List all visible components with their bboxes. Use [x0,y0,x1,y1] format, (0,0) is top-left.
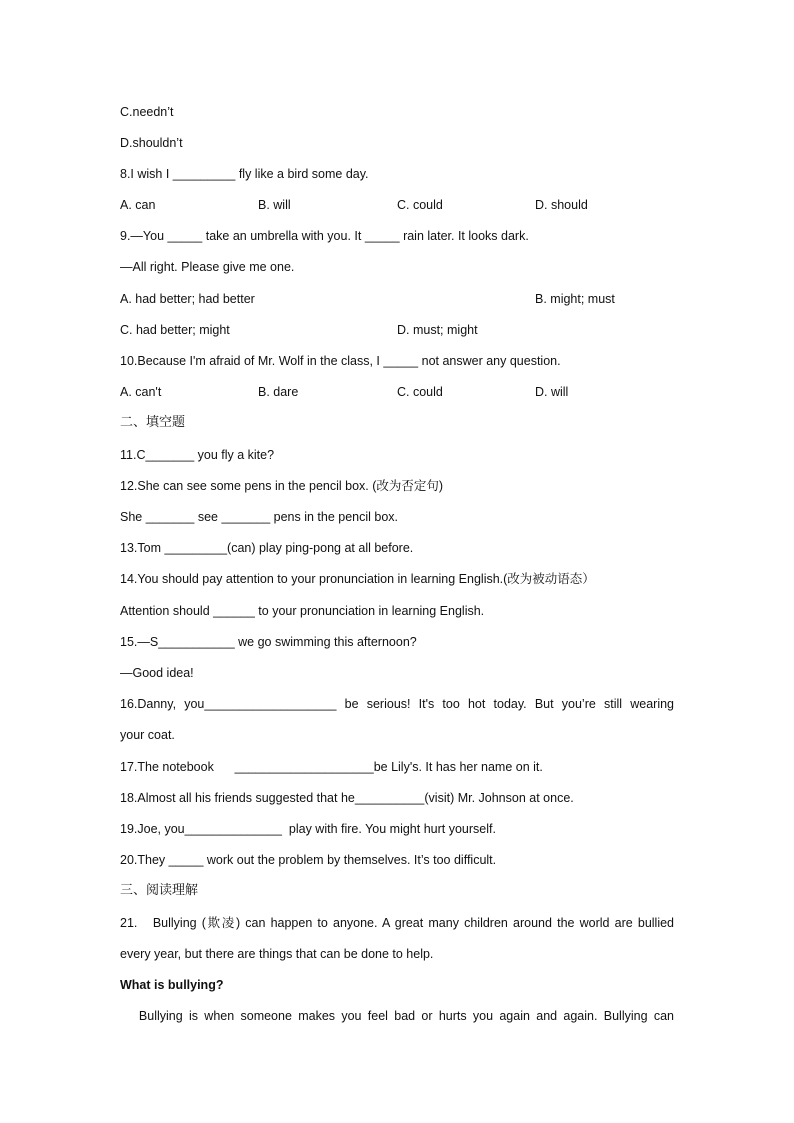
q16-stem-line1: 16.Danny, you___________________ be serious! It's too hot today. But you’re still wearing [120,697,674,711]
q8-stem: 8.I wish I _________ fly like a bird some day. [120,167,369,181]
section-heading-reading: 三、阅读理解 [120,883,199,898]
q9-stem: 9.—You _____ take an umbrella with you. It _____ rain later. It looks dark. [120,229,529,243]
q10-stem: 10.Because I'm afraid of Mr. Wolf in the class, I _____ not answer any question. [120,354,561,368]
q21-passage-line1: 21. Bullying (欺凌) can happen to anyone. A great many children around the world are bullied [120,916,674,930]
q14-stem: 14.You should pay attention to your pronunciation in learning English.(改为被动语态） [120,572,595,586]
q9-option-a: A. had better; had better [120,292,255,306]
q15-reply: —Good idea! [120,666,194,680]
q8-option-d: D. should [535,198,588,212]
section-heading-fill-in: 二、填空题 [120,415,186,430]
q17-stem: 17.The notebook ____________________be Lily's. It has her name on it. [120,760,543,774]
passage-paragraph-line1: Bullying is when someone makes you feel bad or hurts you again and again. Bullying can [120,1009,674,1023]
q10-option-b: B. dare [258,385,299,399]
q9-reply: —All right. Please give me one. [120,260,295,274]
q21-passage-line2: every year, but there are things that can be done to help. [120,947,434,961]
q8-option-b: B. will [258,198,291,212]
q9-option-d: D. must; might [397,323,478,337]
q19-stem: 19.Joe, you______________ play with fire. You might hurt yourself. [120,822,496,836]
passage-subtitle: What is bullying? [120,978,224,992]
q15-stem: 15.—S___________ we go swimming this afternoon? [120,635,417,649]
q20-stem: 20.They _____ work out the problem by themselves. It’s too difficult. [120,853,497,867]
q7-option-d: D.shouldn’t [120,136,183,150]
q18-stem: 18.Almost all his friends suggested that he__________(visit) Mr. Johnson at once. [120,791,574,805]
q12-stem: 12.She can see some pens in the pencil box. (改为否定句) [120,479,444,493]
q9-option-c: C. had better; might [120,323,230,337]
q7-option-c: C.needn’t [120,105,174,119]
q10-option-c: C. could [397,385,443,399]
q10-option-a: A. can't [120,385,162,399]
q8-option-c: C. could [397,198,443,212]
q12-answer-line: She _______ see _______ pens in the pencil box. [120,510,399,524]
q8-option-a: A. can [120,198,156,212]
q13-stem: 13.Tom _________(can) play ping-pong at all before. [120,541,414,555]
q9-option-b: B. might; must [535,292,615,306]
q14-answer-line: Attention should ______ to your pronunciation in learning English. [120,604,485,618]
q11-stem: 11.C_______ you fly a kite? [120,448,275,462]
q10-option-d: D. will [535,385,569,399]
q16-stem-line2: your coat. [120,728,175,742]
